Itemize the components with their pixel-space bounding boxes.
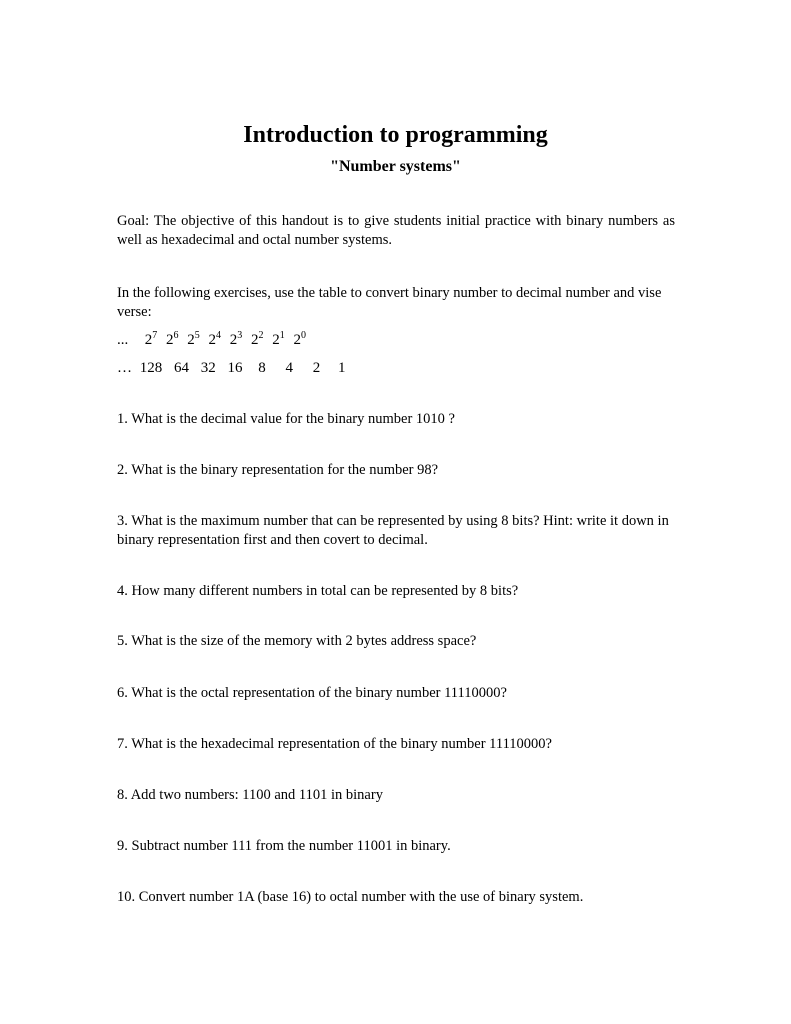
power-base: 2	[187, 332, 195, 348]
page-title: Introduction to programming	[243, 122, 548, 148]
powers-ellipsis: ...	[117, 332, 129, 348]
power-base: 2	[251, 332, 259, 348]
power-exponent: 3	[237, 330, 243, 341]
power-exponent: 5	[194, 330, 200, 341]
goal-paragraph: Goal: The objective of this handout is to give students initial practice with binary numbers as well as hexadecimal and octal number systems.	[117, 213, 675, 248]
values-row	[117, 358, 354, 378]
value-cell: 16	[227, 360, 243, 376]
power-term	[230, 330, 243, 350]
power-term	[187, 330, 200, 350]
power-term	[209, 330, 222, 350]
power-term	[145, 330, 158, 350]
question-4: 4. How many different numbers in total can be represented by 8 bits?	[117, 583, 519, 599]
question-7: 7. What is the hexadecimal representation of the binary number 11110000?	[117, 736, 552, 752]
powers-row	[117, 330, 311, 350]
question-9: 9. Subtract number 111 from the number 11001 in binary.	[117, 838, 451, 854]
power-term	[272, 330, 285, 350]
page-subtitle: "Number systems"	[330, 158, 461, 175]
power-term	[251, 330, 264, 350]
question-5: 5. What is the size of the memory with 2 bytes address space?	[117, 633, 477, 649]
value-cell: 4	[285, 360, 293, 376]
power-exponent: 1	[279, 330, 285, 341]
question-6: 6. What is the octal representation of the binary number 11110000?	[117, 685, 507, 701]
power-exponent: 0	[301, 330, 306, 341]
power-base: 2	[166, 332, 174, 348]
question-2: 2. What is the binary representation for the number 98?	[117, 462, 439, 478]
question-10: 10. Convert number 1A (base 16) to octal number with the use of binary system.	[117, 889, 584, 905]
power-base: 2	[272, 332, 280, 348]
question-1: 1. What is the decimal value for the binary number 1010 ?	[117, 411, 455, 427]
power-term	[166, 330, 179, 350]
power-exponent: 6	[173, 330, 179, 341]
question-3: 3. What is the maximum number that can be represented by using 8 bits? Hint: write it down in binary representation first and then covert to decimal.	[117, 513, 669, 548]
values-ellipsis: …	[117, 360, 132, 376]
power-exponent: 7	[152, 330, 158, 341]
value-cell: 32	[200, 360, 216, 376]
power-exponent: 4	[216, 330, 221, 341]
question-8: 8. Add two numbers: 1100 and 1101 in binary	[117, 787, 383, 803]
instructions-paragraph: In the following exercises, use the table to convert binary number to decimal number and vise verse:	[117, 285, 662, 320]
power-base: 2	[208, 332, 216, 348]
value-cell: 1	[338, 360, 346, 376]
value-cell: 128	[139, 360, 163, 376]
power-base: 2	[229, 332, 238, 348]
power-base: 2	[144, 332, 153, 348]
value-cell: 8	[258, 360, 266, 376]
power-base: 2	[293, 332, 301, 348]
value-cell: 2	[312, 360, 321, 376]
power-exponent: 2	[258, 330, 264, 341]
value-cell: 64	[174, 360, 189, 376]
power-term	[294, 330, 307, 350]
